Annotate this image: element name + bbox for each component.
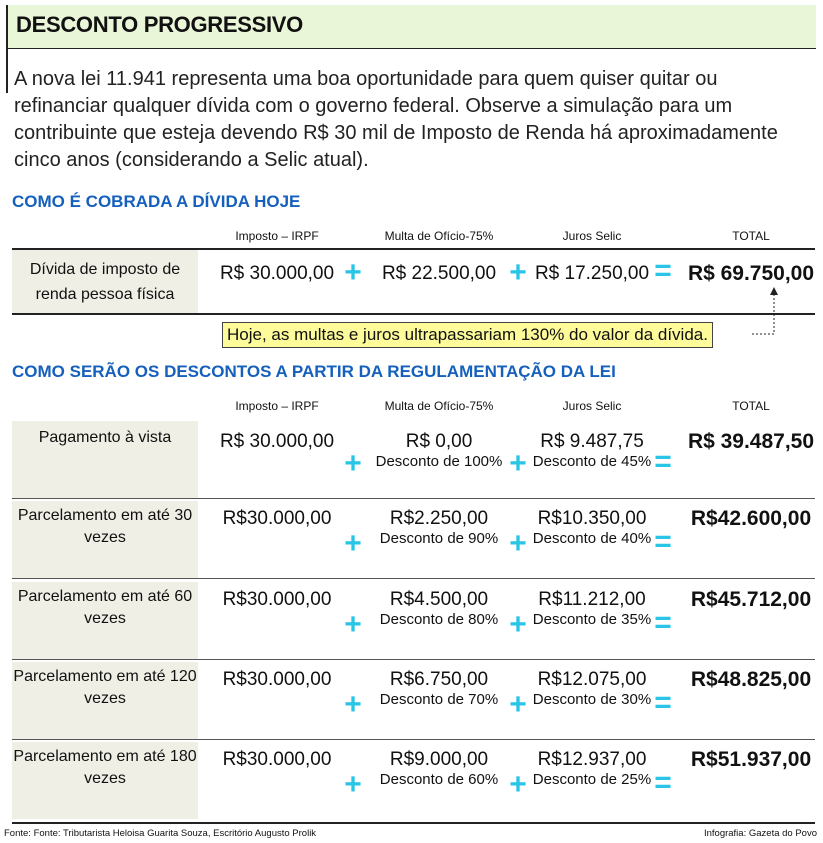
credit: Infografia: Gazeta do Povo <box>703 828 817 839</box>
divider <box>12 313 815 315</box>
juros-cell <box>522 432 662 472</box>
intro-text: A nova lei 11.941 representa uma boa oportunidade para quem quiser quitar ou refinanciar qualquer dívida com o governo federal. Observe a simulação para um contribuinte que esteja devendo R$ 30 mil de Imposto de Renda há aproximadamente cinco anos (considerando a Selic atual). <box>14 68 778 171</box>
divider <box>12 739 815 740</box>
plus-operator: + <box>344 527 362 561</box>
table-row <box>0 662 823 740</box>
juros-value: R$11.212,00 <box>538 588 646 610</box>
juros-value: R$10.350,00 <box>537 508 647 530</box>
table-row <box>0 421 823 499</box>
column-header-juros: Juros Selic <box>562 229 622 243</box>
plus-operator: + <box>509 687 527 721</box>
divider <box>12 659 815 660</box>
accent-bar <box>6 5 8 93</box>
column-header-total: TOTAL <box>732 229 770 243</box>
equals-operator: = <box>654 766 672 800</box>
juros-discount: Desconto de 45% <box>532 453 652 470</box>
page-title: DESCONTO PROGRESSIVO <box>16 12 303 37</box>
multa-cell <box>369 750 509 790</box>
imposto-value: R$ 30.000,00 <box>219 263 335 284</box>
column-header-multa: Multa de Ofício-75% <box>384 399 494 413</box>
row-label: Parcelamento em até 120 vezes <box>12 662 198 739</box>
juros-cell <box>522 670 662 710</box>
multa-value: R$4.500,00 <box>389 588 489 610</box>
row-label: Parcelamento em até 60 vezes <box>12 582 198 659</box>
table-row <box>0 582 823 660</box>
total-value: R$48.825,00 <box>690 667 812 691</box>
multa-cell <box>369 670 509 710</box>
plus-operator: + <box>344 607 362 641</box>
row-label: Dívida de imposto de renda pessoa física <box>12 250 198 313</box>
juros-value: R$ 17.250,00 <box>534 263 650 284</box>
plus-operator: + <box>509 768 527 802</box>
divider <box>12 822 815 824</box>
plus-operator: + <box>509 256 527 289</box>
imposto-value: R$30.000,00 <box>222 588 332 610</box>
imposto-value: R$30.000,00 <box>222 508 332 530</box>
plus-operator: + <box>344 687 362 721</box>
multa-value: R$2.250,00 <box>389 508 489 530</box>
section-discounts-heading: COMO SERÃO OS DESCONTOS A PARTIR DA REGULAMENTAÇÃO DA LEI <box>12 362 616 381</box>
multa-discount: Desconto de 60% <box>379 771 499 789</box>
total-value: R$42.600,00 <box>690 507 812 531</box>
row-label: Parcelamento em até 30 vezes <box>12 501 198 578</box>
juros-discount: Desconto de 30% <box>532 690 652 708</box>
multa-cell <box>369 432 509 472</box>
column-header-total: TOTAL <box>732 399 770 413</box>
imposto-value: R$30.000,00 <box>222 668 332 690</box>
multa-discount: Desconto de 70% <box>379 690 499 708</box>
annotation-note: Hoje, as multas e juros ultrapassariam 130% do valor da dívida. <box>222 322 713 348</box>
multa-value: R$9.000,00 <box>389 749 489 771</box>
row-label: Parcelamento em até 180 vezes <box>12 742 198 819</box>
juros-value: R$12.937,00 <box>537 749 647 771</box>
juros-cell <box>522 750 662 790</box>
plus-operator: + <box>509 607 527 641</box>
multa-cell <box>369 590 509 630</box>
juros-cell <box>522 590 662 630</box>
imposto-value: R$30.000,00 <box>222 749 332 771</box>
imposto-value: R$ 30.000,00 <box>219 431 335 452</box>
juros-discount: Desconto de 25% <box>532 771 652 789</box>
row-label: Pagamento à vista <box>12 421 198 498</box>
table-row <box>0 501 823 579</box>
equals-operator: = <box>654 685 672 719</box>
total-value: R$ 69.750,00 <box>687 262 815 285</box>
equals-operator: = <box>654 605 672 639</box>
total-value: R$ 39.487,50 <box>687 430 815 453</box>
juros-value: R$12.075,00 <box>537 668 647 690</box>
column-header-imposto: Imposto – IRPF <box>235 229 319 243</box>
plus-operator: + <box>344 256 362 289</box>
divider <box>12 498 815 499</box>
divider <box>12 578 815 579</box>
multa-discount: Desconto de 90% <box>379 530 499 548</box>
section-today-heading: COMO É COBRADA A DÍVIDA HOJE <box>12 192 301 211</box>
equals-operator: = <box>654 254 672 287</box>
plus-operator: + <box>344 768 362 802</box>
multa-cell <box>369 509 509 549</box>
juros-discount: Desconto de 40% <box>532 530 652 548</box>
juros-value: R$ 9.487,75 <box>540 431 644 452</box>
juros-discount: Desconto de 35% <box>532 610 652 628</box>
multa-discount: Desconto de 80% <box>379 610 499 628</box>
column-header-multa: Multa de Ofício-75% <box>384 229 494 243</box>
total-value: R$51.937,00 <box>690 748 812 772</box>
equals-operator: = <box>654 525 672 559</box>
juros-cell <box>522 509 662 549</box>
column-header-imposto: Imposto – IRPF <box>235 399 319 413</box>
plus-operator: + <box>509 447 527 480</box>
source-note: Fonte: Fonte: Tributarista Heloisa Guarita Souza, Escritório Augusto Prolik <box>4 828 317 839</box>
multa-value: R$6.750,00 <box>389 668 489 690</box>
plus-operator: + <box>344 447 362 480</box>
total-value: R$45.712,00 <box>690 587 812 611</box>
table-row <box>0 742 823 820</box>
annotation-arrow-icon <box>752 286 782 338</box>
multa-value: R$ 0,00 <box>405 431 473 452</box>
multa-value: R$ 22.500,00 <box>381 263 497 284</box>
multa-discount: Desconto de 100% <box>375 453 503 470</box>
column-header-juros: Juros Selic <box>562 399 622 413</box>
equals-operator: = <box>654 445 672 478</box>
plus-operator: + <box>509 527 527 561</box>
